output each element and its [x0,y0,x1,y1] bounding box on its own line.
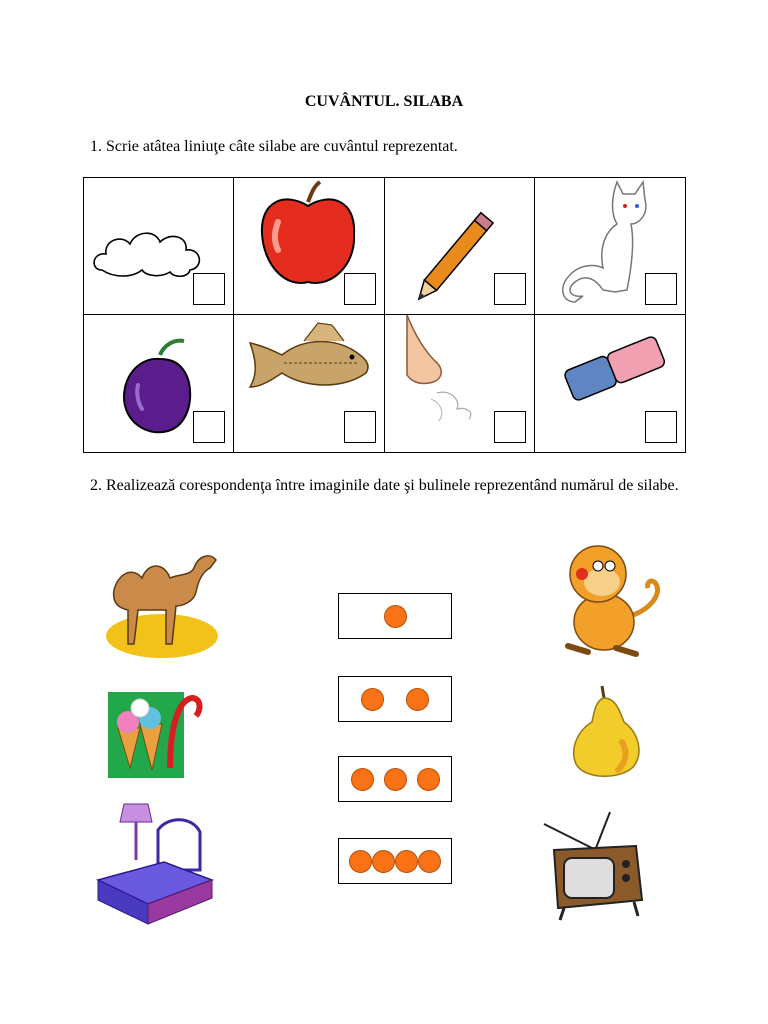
bed-icon [88,800,218,928]
syllable-dot [418,850,441,873]
dot-box-4[interactable] [338,838,452,884]
exercise-1-instruction: 1. Scrie atâtea liniuţe câte silabe are cuvântul reprezentat. [90,138,458,155]
syllable-dot [349,850,372,873]
syllable-dot [395,850,418,873]
answer-box[interactable] [344,411,376,443]
grid-cell-apple [234,178,384,315]
answer-box[interactable] [193,273,225,305]
camel-icon [98,540,226,662]
grid-cell-cat [535,178,685,315]
syllable-dot [417,768,440,791]
syllable-dot [384,768,407,791]
dot-box-2[interactable] [338,676,452,722]
page-title: CUVÂNTUL. SILABA [304,93,464,110]
grid-cell-cloud [84,178,234,315]
grid-cell-eraser [535,315,685,452]
answer-box[interactable] [494,273,526,305]
grid-cell-pencil [385,178,535,315]
answer-box[interactable] [645,411,677,443]
answer-box[interactable] [344,273,376,305]
grid-cell-plum [84,315,234,452]
syllable-dot [384,605,407,628]
answer-box[interactable] [193,411,225,443]
ice-cream-icon [104,688,204,782]
syllable-dot [361,688,384,711]
grid-cell-fish [234,315,384,452]
exercise-2-instruction: 2. Realizează corespondenţa între imaginile date şi bulinele reprezentând numărul de silabe. [90,477,679,494]
syllable-dot [406,688,429,711]
pear-icon [568,682,650,782]
monkey-icon [548,536,668,664]
syllable-grid [83,177,686,453]
syllable-dot [351,768,374,791]
tv-icon [540,808,652,924]
grid-cell-nose [385,315,535,452]
answer-box[interactable] [645,273,677,305]
dot-box-1[interactable] [338,593,452,639]
syllable-dot [372,850,395,873]
dot-box-3[interactable] [338,756,452,802]
answer-box[interactable] [494,411,526,443]
